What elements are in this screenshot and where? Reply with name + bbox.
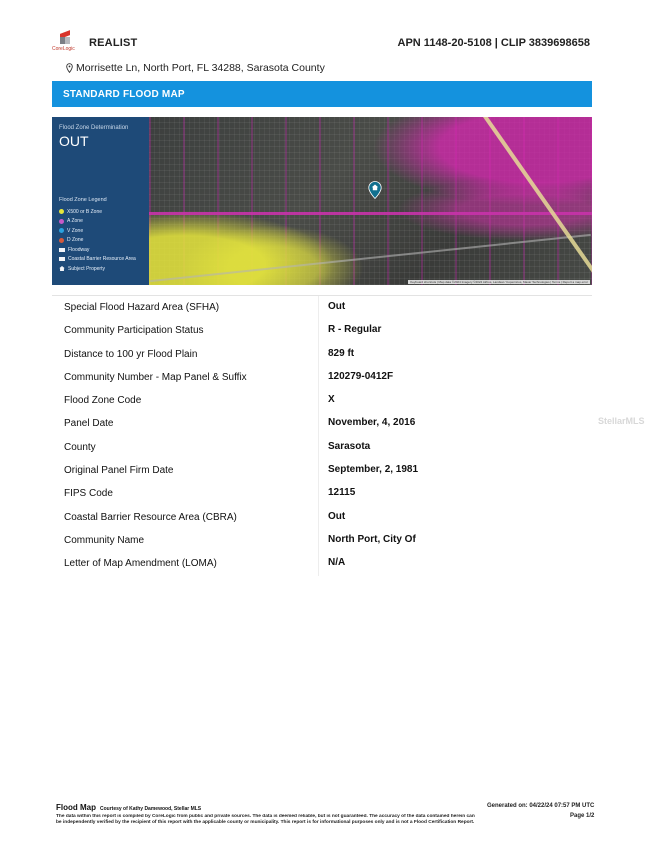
row-label: Flood Zone Code: [64, 395, 142, 407]
road-overlay: [150, 234, 591, 282]
cbra-square-icon: [59, 257, 65, 261]
row-value: Out: [328, 510, 346, 522]
table-row: [52, 436, 592, 459]
table-row: [52, 529, 592, 552]
row-value: November, 4, 2016: [328, 417, 416, 429]
table-row: [52, 319, 592, 342]
flood-map: [52, 117, 592, 285]
row-label: County: [64, 441, 96, 453]
house-icon: [59, 266, 65, 271]
row-value: September, 2, 1981: [328, 464, 419, 476]
footer-title: Flood Map Courtesy of Kathy Damewood, Stellar MLS: [56, 803, 202, 812]
generated-timestamp: Generated on: 04/22/24 07:57 PM UTC: [487, 803, 595, 809]
row-label: Special Flood Hazard Area (SFHA): [64, 302, 220, 313]
row-label: Original Panel Firm Date: [64, 465, 174, 477]
row-value: 120279-0412F: [328, 370, 394, 382]
row-value: 829 ft: [328, 347, 355, 359]
table-row: [52, 482, 592, 505]
determination-label: Flood Zone Determination: [59, 125, 129, 131]
row-label: Letter of Map Amendment (LOMA): [64, 558, 217, 570]
logo-cube-icon: [60, 32, 70, 44]
row-label: Community Name: [64, 534, 145, 546]
flood-details-table: [52, 295, 592, 576]
row-label: Community Participation Status: [64, 325, 204, 337]
legend-item: D Zone: [59, 236, 136, 246]
table-row: [52, 459, 592, 482]
row-value: N/A: [328, 557, 346, 569]
row-value: 12115: [328, 487, 356, 499]
flood-legend-panel: [52, 117, 149, 285]
report-header: [52, 30, 592, 60]
row-label: Distance to 100 yr Flood Plain: [64, 348, 198, 360]
mls-watermark: StellarMLS: [598, 416, 645, 426]
legend-item: A Zone: [59, 217, 136, 227]
legend-item: X500 or B Zone: [59, 207, 136, 217]
section-title: STANDARD FLOOD MAP: [63, 89, 185, 100]
red-dot-icon: [59, 238, 64, 243]
location-pin-icon: [66, 63, 73, 73]
table-row: [52, 366, 592, 389]
row-label: FIPS Code: [64, 488, 113, 500]
page-number: Page 1/2: [570, 813, 595, 819]
row-value: R - Regular: [328, 324, 382, 336]
column-divider: [318, 296, 319, 576]
floodway-square-icon: [59, 248, 65, 252]
row-value: North Port, City Of: [328, 533, 416, 545]
subject-property-marker-icon[interactable]: [368, 181, 382, 199]
brand-name: REALIST: [89, 37, 138, 49]
map-attribution: Keyboard shortcuts | Map data ©2024 Imagery ©2024 Airbus, Landsat / Copernicus, Maxar Technologies | Terms | Report a map error: [410, 280, 588, 284]
road-overlay: [149, 212, 592, 215]
legend-item: Subject Property: [59, 264, 136, 274]
footer-courtesy: Courtesy of Kathy Damewood, Stellar MLS: [100, 806, 202, 812]
row-value: Out: [328, 301, 346, 312]
apn-clip: APN 1148-20-5108 | CLIP 3839698658: [397, 37, 590, 49]
row-value: Sarasota: [328, 440, 371, 452]
property-address: [66, 62, 325, 74]
legend-title: Flood Zone Legend: [59, 197, 107, 203]
address-text: Morrisette Ln, North Port, FL 34288, Sarasota County: [76, 62, 325, 74]
row-value: X: [328, 394, 335, 406]
logo-text: CoreLogic: [52, 46, 75, 52]
blue-dot-icon: [59, 228, 64, 233]
table-row: [52, 389, 592, 412]
section-banner: [52, 81, 592, 107]
row-label: Community Number - Map Panel & Suffix: [64, 371, 247, 383]
table-row: [52, 296, 592, 319]
table-row: [52, 412, 592, 435]
highway-overlay: [469, 117, 592, 285]
row-label: Panel Date: [64, 418, 114, 430]
legend-item: V Zone: [59, 226, 136, 236]
legend-item: Floodway: [59, 245, 136, 255]
determination-value: OUT: [59, 133, 89, 149]
legend-item: Coastal Barrier Resource Area: [59, 255, 136, 265]
corelogic-logo: [52, 30, 80, 56]
table-row: [52, 552, 592, 575]
yellow-dot-icon: [59, 209, 64, 214]
satellite-map-image[interactable]: [149, 117, 592, 285]
legend-list: [59, 207, 136, 274]
footer-disclaimer: The data within this report is compiled by CoreLogic from public and private sources. The data is deemed reliable, but is not guaranteed. The accuracy of the data contained herein can be independently verified by the recipient of this report with the applicable county or municipality. This report is for informational purposes only and is not a Flood Certification Report.: [56, 814, 475, 825]
row-label: Coastal Barrier Resource Area (CBRA): [64, 511, 237, 523]
magenta-dot-icon: [59, 219, 64, 224]
table-row: [52, 506, 592, 529]
table-row: [52, 343, 592, 366]
